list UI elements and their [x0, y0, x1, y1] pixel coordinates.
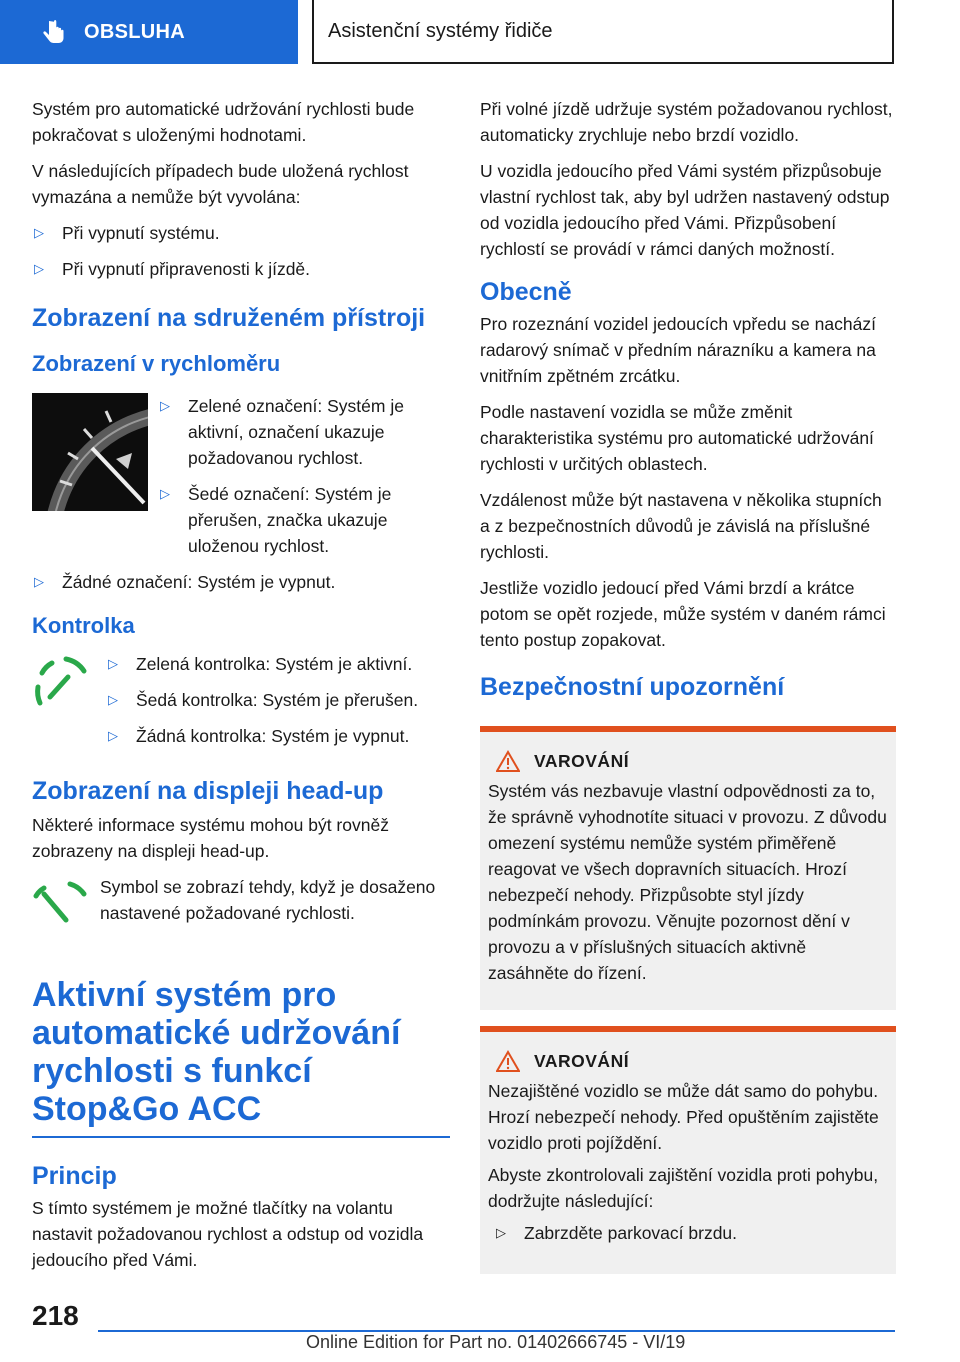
paragraph: Jestliže vozidlo jedoucí před Vámi brzdí a krátce potom se opět rozjede, může systém v daném rámci tento postup zopakovat.	[480, 578, 886, 650]
subsection-heading: Kontrolka	[32, 613, 135, 638]
paragraph: Systém pro automatické udržování rychlosti bude pokračovat s uloženými hodnotami.	[32, 99, 415, 145]
section-tab-label: OBSLUHA	[84, 20, 185, 43]
list-item: ▷ Při vypnutí připravenosti k jízdě.	[32, 256, 450, 282]
indicator-block	[32, 651, 450, 759]
hud-speed-symbol-icon	[32, 874, 92, 930]
hud-symbol-block	[32, 874, 450, 936]
list-item: ▷ Šedá kontrolka: Systém je přerušen.	[106, 687, 450, 713]
triangle-bullet-icon: ▷	[496, 1225, 506, 1240]
section-heading: Zobrazení na displeji head-up	[32, 777, 384, 805]
subsection-heading: Zobrazení v rychloměru	[32, 351, 281, 376]
speedometer-image	[32, 393, 148, 511]
list-item: ▷ Zelená kontrolka: Systém je aktivní.	[106, 651, 450, 677]
paragraph: S tímto systémem je možné tlačítky na volantu nastavit požadovanou rychlost a odstup od vozidla jedoucího před Vámi.	[32, 1198, 424, 1270]
triangle-bullet-icon: ▷	[34, 261, 44, 276]
chapter-heading: Aktivní systém pro automatické udržování rychlosti s funkcí Stop&Go ACC	[32, 976, 450, 1138]
section-heading: Obecně	[480, 278, 572, 306]
warning-title: VAROVÁNÍ	[534, 1050, 630, 1071]
page-number: 218	[32, 1300, 79, 1331]
cruise-indicator-icon	[32, 651, 92, 711]
triangle-bullet-icon: ▷	[108, 728, 118, 743]
triangle-bullet-icon: ▷	[160, 486, 170, 501]
bullet-list	[494, 1220, 888, 1246]
warning-triangle-icon	[496, 1050, 520, 1072]
section-heading: Princip	[32, 1162, 117, 1190]
chapter-title: Asistenční systémy řidiče	[312, 0, 894, 64]
triangle-bullet-icon: ▷	[34, 225, 44, 240]
paragraph: Symbol se zobrazí tehdy, když je dosaženo nastavené požadované rychlosti.	[100, 877, 436, 923]
warning-triangle-icon	[496, 750, 520, 772]
warning-text: Nezajištěné vozidlo se může dát samo do pohybu. Hrozí nebezpečí nehody. Před opuštěním zajistěte vozidlo proti pojíždění.	[488, 1081, 879, 1153]
section-heading: Bezpečnostní upozornění	[480, 673, 785, 701]
paragraph: Pro rozeznání vozidel jedoucích vpředu se nachází radarový snímač v předním nárazníku a kamera na vnitřním zpětném zrcátku.	[480, 314, 876, 386]
paragraph: Při volné jízdě udržuje systém požadovanou rychlost, automaticky zrychluje nebo brzdí vozidlo.	[480, 99, 893, 145]
warning-text: Abyste zkontrolovali zajištění vozidla proti pohybu, dodržujte následující:	[488, 1165, 879, 1211]
section-heading: Zobrazení na sdruženém přístroji	[32, 304, 426, 332]
bullet-list	[158, 393, 450, 559]
footer-edition: Online Edition for Part no. 01402666745 - VI/19	[306, 1332, 686, 1352]
paragraph: Vzdálenost může být nastavena v několika stupních a z bezpečnostních důvodů je závislá na příslušné rychlosti.	[480, 490, 882, 562]
warning-title: VAROVÁNÍ	[534, 750, 630, 771]
list-item: ▷ Žádná kontrolka: Systém je vypnut.	[106, 723, 450, 749]
list-item: ▷ Žádné označení: Systém je vypnut.	[32, 569, 450, 595]
triangle-bullet-icon: ▷	[108, 656, 118, 671]
speedometer-figure-block	[32, 393, 450, 569]
warning-box	[480, 726, 896, 1010]
left-column	[32, 96, 450, 1283]
list-item: ▷ Zabrzděte parkovací brzdu.	[494, 1220, 888, 1246]
warning-box	[480, 1026, 896, 1274]
warning-text: Systém vás nezbavuje vlastní odpovědnosti za to, že správně vyhodnotíte situaci v provozu. Z důvodu omezení systému nemůže systém přiměřeně reagovat ve všech dopravních situacích. Hrozí nebezpečí nehody. Přizpůsobte styl jízdy podmínkám provozu. Věnujte pozornost dění v provozu a v příslušných situacích aktivně zasáhněte do řízení.	[488, 781, 887, 983]
triangle-bullet-icon: ▷	[108, 692, 118, 707]
triangle-bullet-icon: ▷	[160, 398, 170, 413]
section-tab[interactable]	[0, 0, 298, 64]
list-item: ▷ Zelené označení: Systém je aktivní, označení ukazuje požadovanou rychlost.	[158, 393, 450, 471]
hand-icon	[38, 17, 68, 47]
triangle-bullet-icon: ▷	[34, 574, 44, 589]
paragraph: Některé informace systému mohou být rovněž zobrazeny na displeji head-up.	[32, 815, 389, 861]
paragraph: U vozidla jedoucího před Vámi systém přizpůsobuje vlastní rychlost tak, aby byl udržen nastavený odstup od vozidla jedoucího před Vámi. Přizpůsobení rychlostí se provádí v rámci daných možností.	[480, 161, 890, 259]
list-item: ▷ Šedé označení: Systém je přerušen, značka ukazuje uloženou rychlost.	[158, 481, 450, 559]
paragraph: V následujících případech bude uložená rychlost vymazána a nemůže být vyvolána:	[32, 161, 409, 207]
paragraph: Podle nastavení vozidla se může změnit charakteristika systému pro automatické udržování rychlosti v určitých oblastech.	[480, 402, 874, 474]
bullet-list	[106, 651, 450, 749]
bullet-list	[32, 220, 450, 282]
right-column	[480, 96, 896, 1290]
bullet-list	[32, 569, 450, 595]
list-item: ▷ Při vypnutí systému.	[32, 220, 450, 246]
